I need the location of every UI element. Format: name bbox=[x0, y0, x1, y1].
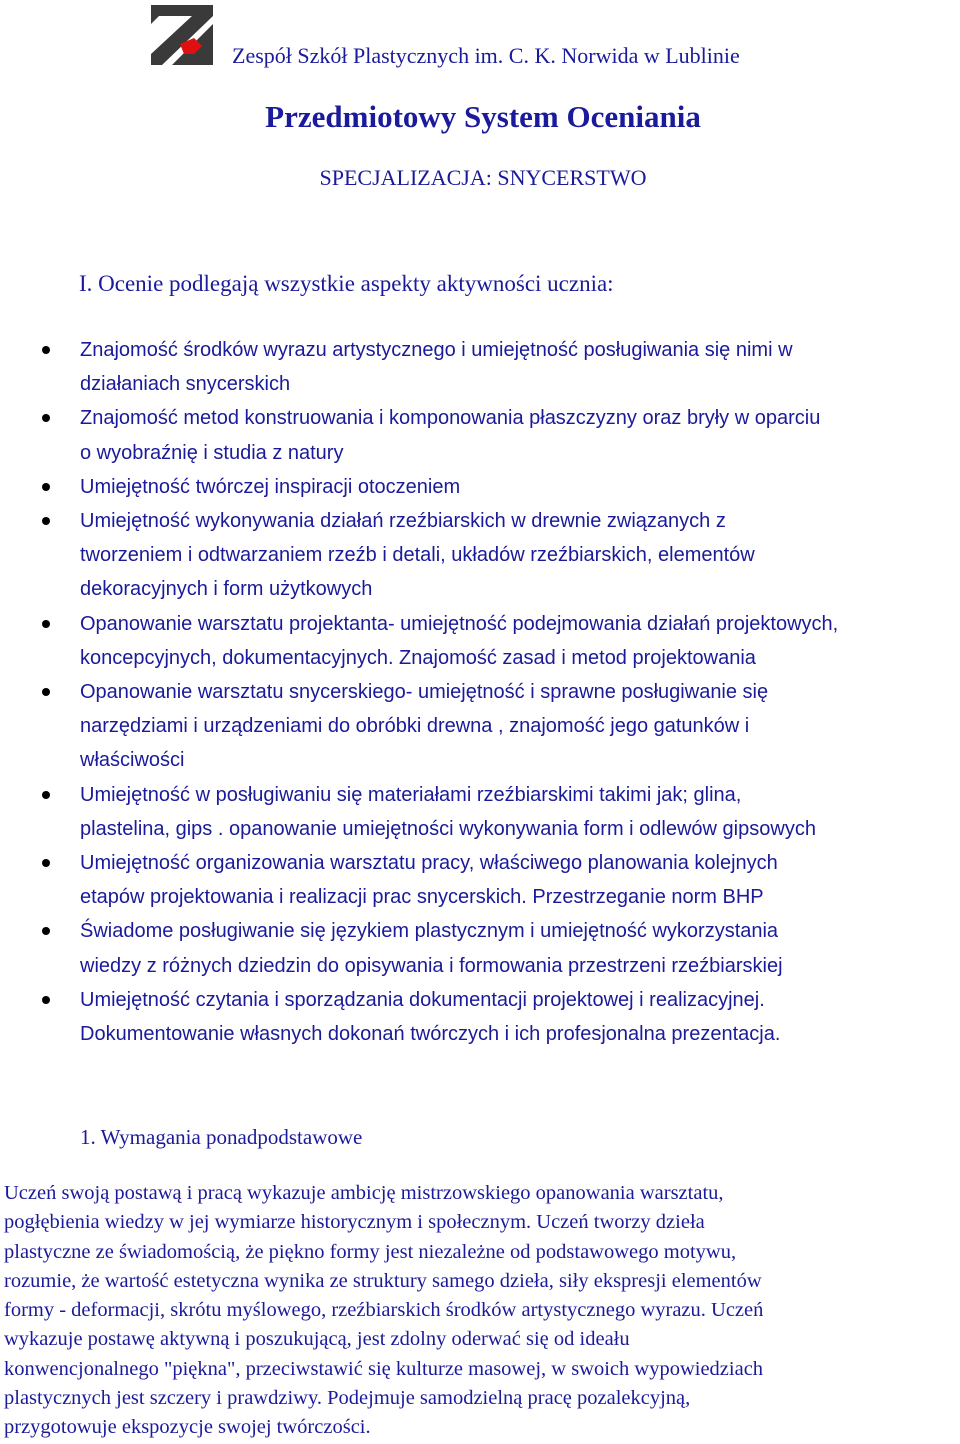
list-item bbox=[0, 778, 960, 846]
document-title: Przedmiotowy System Oceniania bbox=[265, 99, 701, 134]
list-item bbox=[0, 401, 960, 469]
list-item-line: koncepcyjnych, dokumentacyjnych. Znajomość zasad i metod projektowania bbox=[80, 646, 756, 669]
list-item-line: Znajomość metod konstruowania i komponowania płaszczyzny oraz bryły w oparciu bbox=[80, 407, 821, 430]
paragraph-line: formy - deformacji, skrótu myślowego, rzeźbiarskich środków artystycznego wyrazu. Uczeń bbox=[4, 1299, 764, 1322]
paragraph-line: wykazuje postawę aktywną i poszukującą, jest zdolny oderwać się od ideału bbox=[4, 1328, 630, 1351]
list-item-line: Umiejętność w posługiwaniu się materiałami rzeźbiarskimi takimi jak; glina, bbox=[80, 783, 742, 806]
list-item-line: właściwości bbox=[80, 749, 185, 772]
paragraph-line: Uczeń swoją postawą i pracą wykazuje ambicję mistrzowskiego opanowania warsztatu, bbox=[4, 1182, 724, 1204]
bullet-icon bbox=[42, 517, 50, 525]
paragraph-line: plastycznych jest szczery i prawdziwy. Podejmuje samodzielną pracę pozalekcyjną, bbox=[4, 1387, 691, 1410]
bullet-icon bbox=[42, 791, 50, 799]
list-item-line: plastelina, gips . opanowanie umiejętności wykonywania form i odlewów gipsowych bbox=[80, 817, 816, 840]
paragraph-line: przygotowuje ekspozycje swojej twórczości. bbox=[4, 1416, 371, 1439]
list-item-line: wiedzy z różnych dziedzin do opisywania i formowania przestrzeni rzeźbiarskiej bbox=[80, 954, 783, 977]
list-item-line: Umiejętność twórczej inspiracji otoczeniem bbox=[80, 475, 461, 498]
list-item bbox=[0, 470, 960, 504]
list-item-line: działaniach snycerskich bbox=[80, 373, 291, 396]
bullet-icon bbox=[42, 927, 50, 935]
list-item-line: etapów projektowania i realizacji prac snycerskich. Przestrzeganie norm BHP bbox=[80, 886, 764, 909]
paragraph-line: rozumie, że wartość estetyczna wynika ze struktury samego dzieła, siły ekspresji elementów bbox=[4, 1269, 762, 1292]
bullet-icon bbox=[42, 346, 50, 354]
list-item-line: narzędziami i urządzeniami do obróbki drewna , znajomość jego gatunków i bbox=[80, 715, 750, 738]
list-item-line: Opanowanie warsztatu projektanta- umiejętność podejmowania działań projektowych, bbox=[80, 612, 839, 635]
list-item bbox=[0, 846, 960, 914]
list-item-line: Świadome posługiwanie się językiem plastycznym i umiejętność wykorzystania bbox=[80, 920, 779, 943]
list-item bbox=[0, 607, 960, 675]
list-item-line: Dokumentowanie własnych dokonań twórczych i ich profesjonalna prezentacja. bbox=[80, 1023, 781, 1046]
bullet-icon bbox=[42, 996, 50, 1004]
list-item-line: Opanowanie warsztatu snycerskiego- umiejętność i sprawne posługiwanie się bbox=[80, 681, 769, 704]
paragraph-line: plastyczne ze świadomością, że piękno formy jest niezależne od podstawowego motywu, bbox=[4, 1240, 737, 1263]
school-logo bbox=[150, 4, 214, 66]
list-item bbox=[0, 504, 960, 607]
bullet-icon bbox=[42, 620, 50, 628]
requirements-heading: 1. Wymagania ponadpodstawowe bbox=[80, 1125, 363, 1149]
requirements-paragraph bbox=[4, 1179, 960, 1443]
bullet-icon bbox=[42, 688, 50, 696]
list-item-line: tworzeniem i odtwarzaniem rzeźb i detali, układów rzeźbiarskich, elementów bbox=[80, 544, 755, 567]
list-item bbox=[0, 675, 960, 778]
list-item-line: Umiejętność organizowania warsztatu pracy, właściwego planowania kolejnych bbox=[80, 852, 778, 875]
list-item-line: dekoracyjnych i form użytkowych bbox=[80, 578, 373, 601]
list-item-line: Umiejętność czytania i sporządzania dokumentacji projektowej i realizacyjnej. bbox=[80, 988, 765, 1011]
assessment-section-heading: I. Ocenie podlegają wszystkie aspekty aktywności ucznia: bbox=[79, 271, 614, 296]
list-item-line: Znajomość środków wyrazu artystycznego i umiejętność posługiwania się nimi w bbox=[80, 339, 793, 361]
paragraph-line: konwencjonalnego "piękna", przeciwstawić się kulturze masowej, w swoich wypowiedziach bbox=[4, 1357, 764, 1380]
list-item bbox=[0, 983, 960, 1051]
paragraph-line: pogłębienia wiedzy w jej wymiarze historycznym i społecznym. Uczeń tworzy dzieła bbox=[4, 1211, 705, 1234]
bullet-icon bbox=[42, 483, 50, 491]
bullet-icon bbox=[42, 414, 50, 422]
bullet-icon bbox=[42, 859, 50, 867]
specialization-heading: SPECJALIZACJA: SNYCERSTWO bbox=[319, 165, 647, 190]
list-item-line: Umiejętność wykonywania działań rzeźbiarskich w drewnie związanych z bbox=[80, 510, 726, 533]
school-name: Zespół Szkół Plastycznych im. C. K. Norwida w Lublinie bbox=[232, 43, 740, 68]
list-item bbox=[0, 333, 960, 401]
list-item-line: o wyobraźnię i studia z natury bbox=[80, 441, 344, 464]
assessment-criteria-list bbox=[0, 333, 960, 1051]
list-item bbox=[0, 914, 960, 982]
